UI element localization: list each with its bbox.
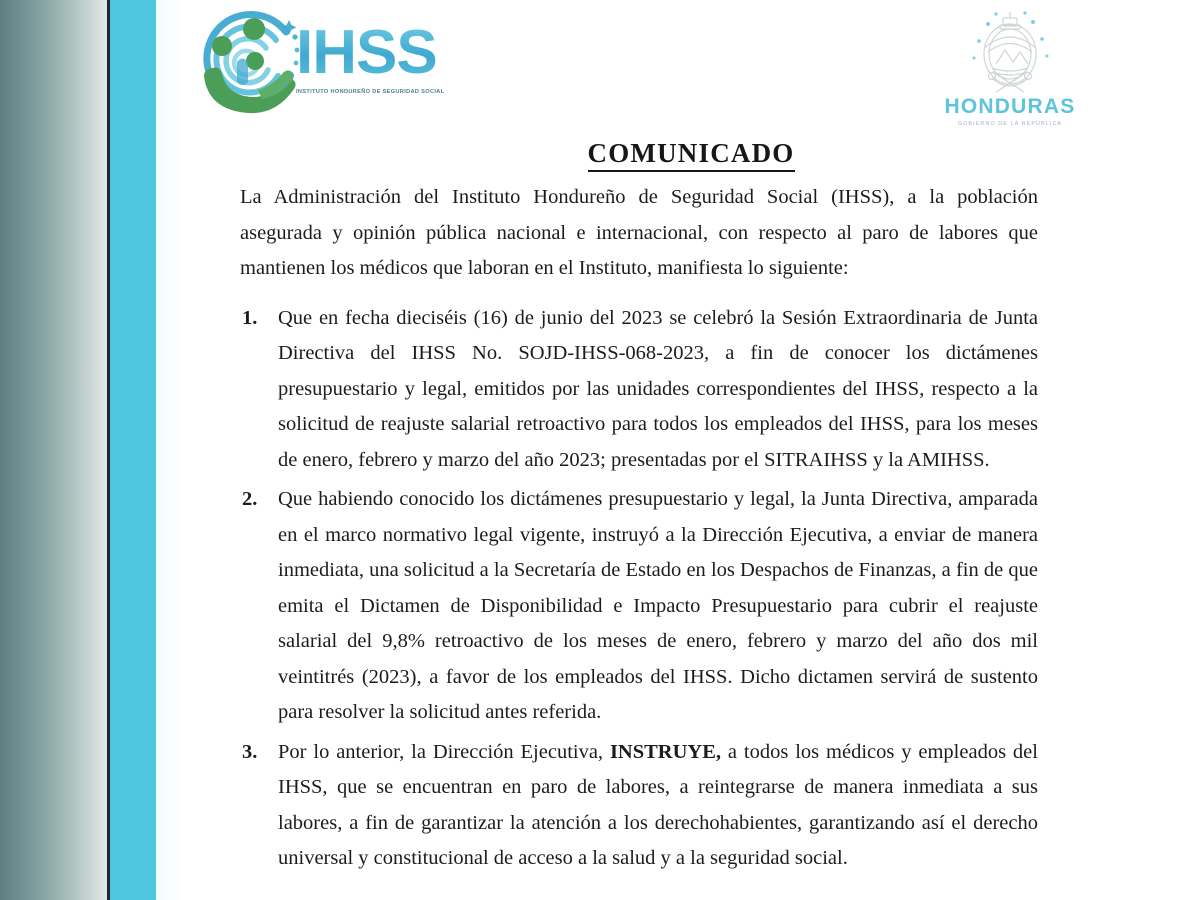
- list-item-text: Que en fecha dieciséis (16) de junio del 2023 se celebró la Sesión Extraordinaria de Junta Directiva del IHSS No. SOJD-IHSS-068-2023, a fin de conocer los dictámenes presupuestario y legal, emitidos por las unidades correspondientes del IHSS, respecto a la solicitud de reajuste salarial retroactivo para todos los empleados del IHSS, para los meses de enero, febrero y marzo del año 2023; presentadas por el SITRAIHSS y la AMIHSS.: [278, 306, 1038, 471]
- honduras-coat-of-arms-icon: [930, 8, 1090, 96]
- list-item: [240, 301, 1038, 479]
- ihss-wordmark: [296, 18, 462, 95]
- list-item: [240, 735, 1038, 877]
- intro-paragraph: La Administración del Instituto Hondureño de Seguridad Social (IHSS), a la población asegurada y opinión pública nacional e internacional, con respecto al paro de labores que mantienen los médicos que laboran en el Instituto, manifiesta lo siguiente:: [240, 186, 1038, 279]
- list-item-text-after-bold: a todos los médicos y empleados del IHSS, que se encuentran en paro de labores, a reintegrarse de manera inmediata a sus labores, a fin de garantizar la atención a los derechohabientes, garantizando así el derecho universal y constitucional de acceso a la salud y a la seguridad social.: [278, 740, 1038, 869]
- list-item-emphasis: INSTRUYE,: [609, 740, 722, 763]
- document-title-text: COMUNICADO: [588, 138, 795, 172]
- numbered-list: [240, 301, 1038, 877]
- document-sheet: [182, 0, 1200, 900]
- list-item-marker: 3.: [242, 740, 258, 763]
- list-item-text: Que habiendo conocido los dictámenes presupuestario y legal, la Junta Directiva, amparada en el marco normativo legal vigente, instruyó a la Dirección Ejecutiva, a enviar de manera inmediata, una solicitud a la Secretaría de Estado en los Despachos de Finanzas, a fin de que emita el Dictamen de Disponibilidad e Impacto Presupuestario para cubrir el reajuste salarial del 9,8% retroactivo de los meses de enero, febrero y marzo del año dos mil veintitrés (2023), a favor de los empleados del IHSS. Dicho dictamen servirá de sustento para resolver la solicitud antes referida.: [278, 488, 1038, 723]
- left-fade-strip: [156, 0, 182, 900]
- honduras-logo: [930, 8, 1090, 130]
- left-gradient-bar: [0, 0, 107, 900]
- ihss-logo: [192, 10, 462, 120]
- list-item-text: [278, 735, 1038, 877]
- list-item-marker: 1.: [242, 306, 258, 329]
- list-item-text-before-bold: Por lo anterior, la Dirección Ejecutiva,: [278, 740, 610, 763]
- left-cyan-bar: [110, 0, 156, 900]
- ihss-emblem-icon: [192, 10, 304, 120]
- document-body: [240, 180, 1038, 881]
- document-title: [182, 138, 1200, 169]
- honduras-subtitle: GOBIERNO DE LA REPÚBLICA: [957, 121, 1063, 127]
- ihss-tagline: INSTITUTO HONDUREÑO DE SEGURIDAD SOCIAL: [296, 89, 445, 95]
- list-item: [240, 482, 1038, 731]
- list-item-marker: 2.: [242, 488, 258, 510]
- honduras-name: HONDURAS: [944, 95, 1076, 118]
- ihss-letters: IHSS: [296, 22, 462, 84]
- document-header: [182, 0, 1200, 132]
